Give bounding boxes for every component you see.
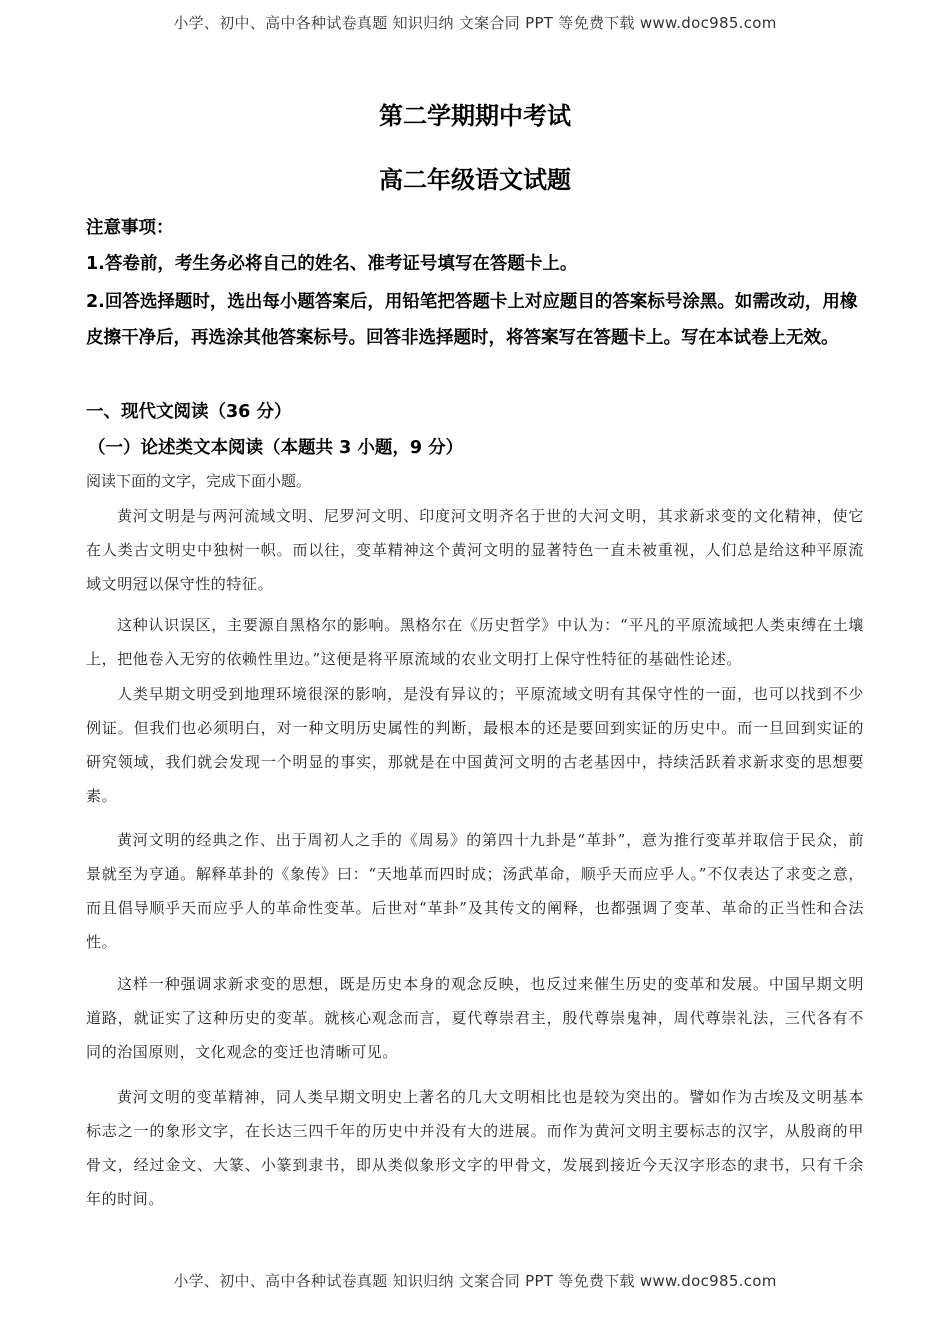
passage-paragraph-4: 黄河文明的经典之作、出于周初人之手的《周易》的第四十九卦是“革卦”，意为推行变革并取信于民众，前景就至为亨通。解释革卦的《象传》曰：“天地革而四时成；汤武革命，顺乎天而应乎人。”不仅表达了求变之意，而且倡导顺乎天而应乎人的革命性变革。后世对“革卦”及其传文的阐释，也都强调了变革、革命的正当性和合法性。 [86,831,864,951]
exam-title: 第二学期期中考试 [379,102,571,130]
passage-paragraph-1: 黄河文明是与两河流域文明、尼罗河文明、印度河文明齐名于世的大河文明，其求新求变的文化精神，使它在人类古文明史中独树一帜。而以往，变革精神这个黄河文明的显著特色一直未被重视，人们总是给这种平原流域文明冠以保守性的特征。 [86,507,864,593]
notice-item-1: 1.答卷前，考生务必将自己的姓名、准考证号填写在答题卡上。 [86,254,578,274]
notice-item-2: 2.回答选择题时，选出每小题答案后，用铅笔把答题卡上对应题目的答案标号涂黑。如需改动，用橡皮擦干净后，再选涂其他答案标号。回答非选择题时，将答案写在答题卡上。写在本试卷上无效。 [86,292,858,348]
passage-paragraph-6: 黄河文明的变革精神，同人类早期文明史上著名的几大文明相比也是较为突出的。譬如作为古埃及文明基本标志之一的象形文字，在长达三四千年的历史中并没有大的进展。而作为黄河文明主要标志的汉字，从殷商的甲骨文，经过金文、大篆、小篆到隶书，即从类似象形文字的甲骨文，发展到接近今天汉字形态的隶书，只有千余年的时间。 [86,1088,864,1208]
exam-subtitle: 高二年级语文试题 [379,166,571,194]
subsection-heading-argumentative: （一）论述类文本阅读（本题共 3 小题，9 分） [88,438,464,458]
passage-paragraph-5: 这样一种强调求新求变的思想，既是历史本身的观念反映，也反过来催生历史的变革和发展。中国早期文明道路，就证实了这种历史的变革。就核心观念而言，夏代尊崇君主，殷代尊崇鬼神，周代尊崇礼法，三代各有不同的治国原则，文化观念的变迁也清晰可见。 [86,975,864,1061]
passage-paragraph-2: 这种认识误区，主要源自黑格尔的影响。黑格尔在《历史哲学》中认为：“平凡的平原流域把人类束缚在土壤上，把他卷入无穷的依赖性里边。”这便是将平原流域的农业文明打上保守性特征的基础性论述。 [86,616,864,668]
section-heading-reading: 一、现代文阅读（36 分） [86,402,292,422]
passage-paragraph-3: 人类早期文明受到地理环境很深的影响，是没有异议的；平原流域文明有其保守性的一面，也可以找到不少例证。但我们也必须明白，对一种文明历史属性的判断，最根本的还是要回到实证的历史中。而一旦回到实证的研究领域，我们就会发现一个明显的事实，那就是在中国黄河文明的古老基因中，持续活跃着求新求变的思想要素。 [86,685,864,805]
page-footer-ad: 小学、初中、高中各种试卷真题 知识归纳 文案合同 PPT 等免费下载 www.doc985.com [173,1272,777,1290]
page-header-ad: 小学、初中、高中各种试卷真题 知识归纳 文案合同 PPT 等免费下载 www.doc985.com [173,14,777,32]
notice-heading: 注意事项： [86,218,174,238]
reading-instruction: 阅读下面的文字，完成下面小题。 [86,472,312,490]
